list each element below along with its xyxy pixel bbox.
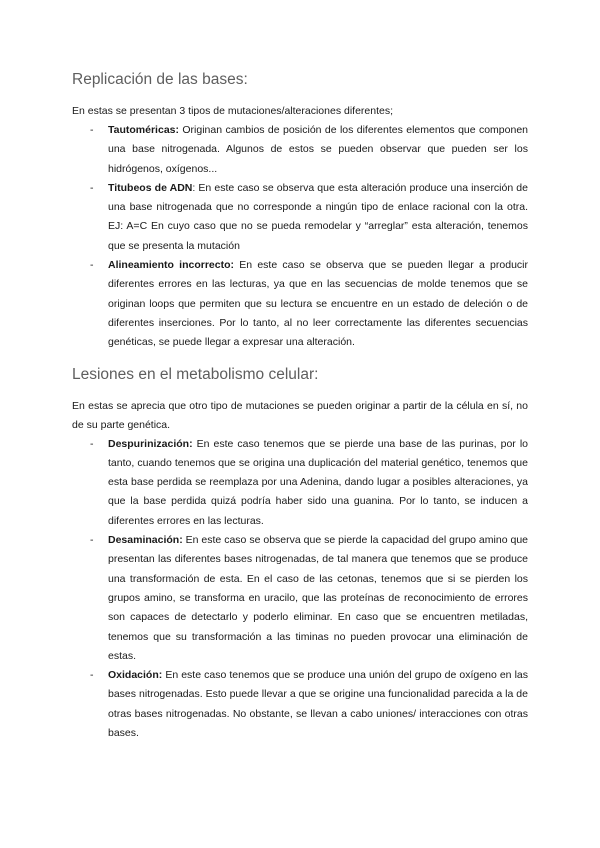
term-description: En este caso tenemos que se produce una unión del grupo de oxígeno en las bases nitrogenadas. Esto puede llevar a que se origine una funcionalidad parecida a la de otras bases nitrogenadas. No obstante, se llevan a cabo uniones/ interacciones con otras bases. [108,669,528,740]
list-item-oxidacion [72,666,528,743]
term-description: En este caso tenemos que se pierde una base de las purinas, por lo tanto, cuando tenemos que se origina una duplicación del material genético, tenemos que esta base perdida se reemplaza por una Adenina, dando lugar a posibles alteraciones, ya que la base perdida quizá podría haber sido una guanina. Por lo tanto, se inducen a diferentes errores en las lecturas. [108,437,528,527]
list-item-despurinizacion [72,435,528,531]
section-heading-lesiones: Lesiones en el metabolismo celular: [72,365,319,383]
term-label: Desaminación: [108,534,183,547]
list-item-desaminacion [72,531,528,666]
bullet-dash: - [90,534,94,547]
bullet-dash: - [90,124,94,136]
list-item-tautomericas [72,121,528,179]
bullet-dash: - [90,259,94,272]
term-description: En este caso se observa que se pierde la capacidad del grupo amino que presentan las diferentes bases nitrogenadas, de tal manera que tenemos que se produce una transformación de esta. En el caso de las cetonas, tenemos que si se pierden los grupos amino, se transforma en uracilo, que las proteínas de reconocimiento de errores son capaces de detectarlo y poderlo eliminar. En caso que se encuentren metiladas, tenemos que su transformación a las timinas no pueden provocar una eliminación de estas. [108,534,528,662]
term-label: Oxidación: [108,669,163,682]
term-description: Originan cambios de posición de los diferentes elementos que componen una base nitrogenada. Algunos de estos se pueden observar que pueden ser los hidrógenos, oxígenos... [108,124,528,175]
term-description: En este caso se observa que se pueden llegar a producir diferentes errores en las lecturas, ya que en las secuencias de molde tenemos que se originan loops que permiten que su lectura se encuentre en un estado de deleción o de diferentes inserciones. Por lo tanto, al no leer correctamente las diferentes secuencias genéticas, se puede llegar a expresar una alteración. [108,259,528,349]
list-item-alineamiento [72,256,528,352]
term-label: Tautoméricas: [108,124,179,136]
section-heading-replicacion: Replicación de las bases: [72,71,248,88]
document-content [72,70,528,743]
term-label: Alineamiento incorrecto: [108,259,235,272]
bullet-dash: - [90,437,94,450]
section-intro-replicacion: En estas se presentan 3 tipos de mutaciones/alteraciones diferentes; [72,105,394,117]
section-intro-lesiones: En estas se aprecia que otro tipo de mutaciones se pueden originar a partir de la célula en sí, no de su parte genética. [72,399,528,431]
term-label: Titubeos de ADN [108,181,193,194]
bullet-dash: - [90,669,94,682]
term-description: : En este caso se observa que esta alteración produce una inserción de una base nitrogenada que no corresponde a ningún tipo de enlace racional con la otra. EJ: A=C En cuyo caso que no se pueda remodelar y “arreglar” esta alteración, tenemos que se presenta la mutación [108,181,528,252]
mutation-list-replicacion [72,121,528,353]
bullet-dash: - [90,181,94,194]
term-label: Despurinización: [108,437,193,450]
mutation-list-lesiones [72,435,528,744]
list-item-titubeos [72,179,528,256]
